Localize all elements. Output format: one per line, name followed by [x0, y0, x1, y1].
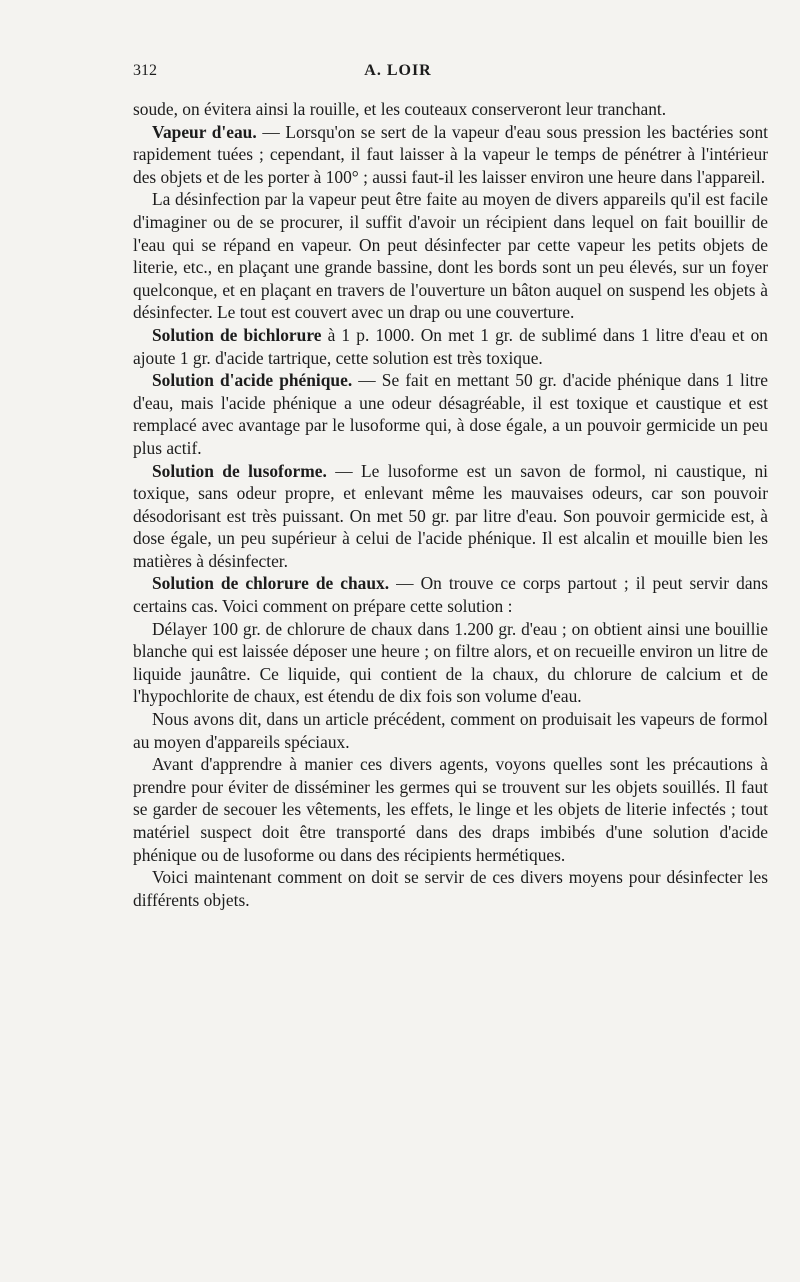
paragraph-heading: Vapeur d'eau. — [152, 121, 257, 142]
paragraph: Solution d'acide phénique. — Se fait en mettant 50 gr. d'acide phénique dans 1 litre d'eau, mais l'acide phénique a une odeur désagréable, il est toxique et caustique et est remplacé avec avantage par le lusoforme qui, à dose égale, a un pouvoir germicide un peu plus actif. — [133, 370, 768, 458]
page-number: 312 — [133, 62, 157, 79]
paragraph: soude, on évitera ainsi la rouille, et les couteaux conserveront leur tranchant. — [133, 99, 667, 119]
running-title: A. LOIR — [364, 62, 432, 79]
paragraph: Voici maintenant comment on doit se servir de ces divers moyens pour désinfecter les différents objets. — [133, 867, 768, 910]
paragraph-heading: Solution de lusoforme. — [152, 460, 327, 481]
paragraph: Solution de chlorure de chaux. — On trouve ce corps partout ; il peut servir dans certains cas. Voici comment on prépare cette solution : — [133, 573, 769, 617]
body-text — [133, 98, 768, 911]
paragraph: Solution de bichlorure à 1 p. 1000. On met 1 gr. de sublimé dans 1 litre d'eau et on ajoute 1 gr. d'acide tartrique, cette solution est très toxique. — [133, 324, 768, 368]
paragraph-heading: Solution de bichlorure — [152, 324, 322, 345]
page-header — [133, 62, 663, 86]
paragraph: Solution de lusoforme. — Le lusoforme est un savon de formol, ni caustique, ni toxique, sans odeur propre, et enlevant même les mauvaises odeurs, car son pouvoir désodorisant est très puissant. On met 50 gr. par litre d'eau. Son pouvoir germicide est, à dose égale, un peu supérieur à celui de l'acide phénique. Il est alcalin et mouille bien les matières à désinfecter. — [133, 460, 768, 571]
paragraph: Vapeur d'eau. — Lorsqu'on se sert de la vapeur d'eau sous pression les bactéries sont rapidement tuées ; cependant, il faut laisser à la vapeur le temps de pénétrer à l'intérieur des objets et de les porter à 100° ; aussi faut-il les laisser environ une heure dans l'appareil. — [133, 121, 768, 187]
paragraph: La désinfection par la vapeur peut être faite au moyen de divers appareils qu'il est facile d'imaginer ou de se procurer, il suffit d'avoir un récipient dans lequel on fait bouillir de l'eau qui se répand en vapeur. On peut désinfecter par cette vapeur les petits objets de literie, etc., en plaçant une grande bassine, dont les bords sont un peu élevés, sur un foyer quelconque, et en plaçant en travers de l'ouverture un bâton auquel on suspend les objets à désinfecter. Le tout est couvert avec un drap ou une couverture. — [133, 189, 768, 323]
paragraph: Nous avons dit, dans un article précédent, comment on produisait les vapeurs de formol au moyen d'appareils spéciaux. — [133, 709, 768, 752]
paragraph-heading: Solution d'acide phénique. — [152, 370, 353, 391]
paragraph-heading: Solution de chlorure de chaux. — [152, 573, 390, 594]
paragraph: Avant d'apprendre à manier ces divers agents, voyons quelles sont les précautions à prendre pour éviter de disséminer les germes qui se trouvent sur les objets souillés. Il faut se garder de secouer les vêtements, les effets, le linge et les objets de literie infectés ; tout matériel suspect doit être transporté dans des draps imbibés d'une solution d'acide phénique ou de lusoforme ou dans des récipients hermétiques. — [133, 754, 768, 865]
paragraph: Délayer 100 gr. de chlorure de chaux dans 1.200 gr. d'eau ; on obtient ainsi une bouillie blanche qui est laissée déposer une heure ; on filtre alors, et on recueille environ un litre de liquide jaunâtre. Ce liquide, qui contient de la chaux, du chlorure de calcium et de l'hypochlorite de chaux, est étendu de dix fois son volume d'eau. — [133, 618, 768, 707]
